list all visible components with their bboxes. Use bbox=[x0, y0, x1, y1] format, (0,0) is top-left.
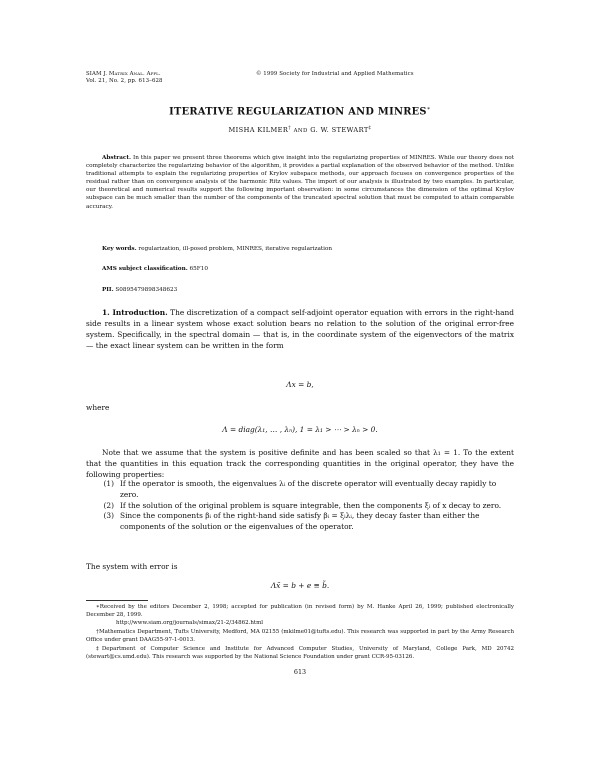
abstract bbox=[86, 154, 514, 211]
keywords-text: regularization, ill-posed problem, MINRES, iterative regularization bbox=[138, 246, 333, 252]
keywords-label: Key words. bbox=[102, 246, 137, 252]
list-item-number: (2) bbox=[103, 500, 114, 510]
properties-list bbox=[86, 479, 514, 533]
list-item-text: If the operator is smooth, the eigenvalues λᵢ of the discrete operator will eventually decay rapidly to zero. bbox=[120, 479, 497, 499]
ams-text: 65F10 bbox=[189, 266, 208, 272]
author-1: MISHA KILMER bbox=[228, 126, 289, 135]
keywords bbox=[86, 245, 514, 253]
author-line bbox=[0, 126, 600, 134]
list-item-number: (1) bbox=[103, 479, 114, 488]
list-item-text: If the solution of the original problem is square integrable, then the components ξᵢ of x decay to zero. bbox=[120, 500, 502, 510]
intro-paragraph-1 bbox=[86, 307, 514, 351]
author-2-mark: ‡ bbox=[368, 126, 372, 131]
journal-name: SIAM J. Matrix Anal. Appl. bbox=[86, 71, 161, 77]
list-item-number: (3) bbox=[103, 511, 114, 521]
list-item bbox=[86, 511, 514, 533]
ams-label: AMS subject classification. bbox=[102, 266, 188, 272]
abstract-text: In this paper we present three theorems which give insight into the regularizing properties of MINRES. While our theory does not completely characterize the regularizing behavior of the algorithm, it provides a partial explanation of the observed behavior of the method. Unlike traditional attempts to explain the regularizing properties of Krylov subspace methods, our approach focuses on convergence properties of the residual rather than on convergence analysis of the harmonic Ritz values. The import of our analysis is illustrated by two examples. In particular, our theoretical and numerical results support the following important observation: in some circumstances the dimension of the optimal Krylov subspace can be much smaller than the number of the components of the truncated spectral solution that must be computed to attain comparable accuracy. bbox=[86, 155, 514, 210]
footnote-url[interactable]: http://www.siam.org/journals/simax/21-2/34862.html bbox=[116, 620, 264, 627]
journal-volume: Vol. 21, No. 2, pp. 613–628 bbox=[86, 78, 163, 84]
page-number: 613 bbox=[293, 668, 307, 676]
author-2: G. W. STEWART bbox=[310, 126, 369, 135]
abstract-label: Abstract. bbox=[102, 155, 131, 161]
pii-label: PII. bbox=[102, 287, 114, 293]
list-item-text: Since the components βᵢ of the right-hand side satisfy βᵢ = ξᵢλᵢ, they decay faster than either the components of the solution or the eigenvalues of the operator. bbox=[120, 511, 480, 532]
paper-title-text: ITERATIVE REGULARIZATION AND MINRES bbox=[169, 106, 427, 118]
pii bbox=[86, 286, 514, 294]
journal-header bbox=[86, 71, 163, 85]
title-footnote-mark: ∗ bbox=[426, 106, 431, 112]
paper-title bbox=[0, 106, 600, 117]
author-and: AND bbox=[293, 128, 308, 135]
author-1-mark: † bbox=[288, 126, 292, 131]
equation-3: Λx̃ = b + e ≡ b̃. bbox=[270, 581, 330, 590]
section-heading: 1. Introduction. bbox=[102, 308, 168, 317]
footnote-received bbox=[86, 603, 514, 627]
copyright-notice: © 1999 Society for Industrial and Applied Mathematics bbox=[256, 71, 414, 77]
list-item bbox=[86, 479, 514, 501]
ams-classification bbox=[86, 265, 514, 273]
pii-text: S0895479898348623 bbox=[115, 287, 178, 293]
list-item bbox=[86, 501, 514, 512]
footnote-author-2: ‡Department of Computer Science and Institute for Advanced Computer Studies, University of Maryland, College Park, MD 20742 (stewart@cs.umd.edu). This research was supported by the National Science Foundation under grant CCR-95-03126. bbox=[86, 646, 514, 661]
intro-paragraph-1-text: The discretization of a compact self-adjoint operator equation with errors in the right-hand side results in a linear system whose exact solution bears no relation to the solution of the original error-free system. Specifically, in the spectral domain — that is, in the coordinate system of the eigenvectors of the matrix — the exact linear system can be written in the form bbox=[86, 308, 514, 350]
where-text: where bbox=[86, 403, 110, 412]
footnote-received-text: ∗Received by the editors December 2, 1998; accepted for publication (in revised form) by M. Hanke April 26, 1999; published electronically December 28, 1999. bbox=[86, 604, 514, 619]
equation-2: Λ = diag(λ₁, … , λₙ), 1 = λ₁ > ⋯ > λₙ > 0. bbox=[222, 425, 378, 434]
intro-paragraph-2: Note that we assume that the system is positive definite and has been scaled so that λ₁ = 1. To the extent that the quantities in this equation track the corresponding quantities in the original operator, they have the following properties: bbox=[86, 448, 514, 479]
equation-1: Λx = b, bbox=[286, 380, 314, 389]
footnote-author-1: †Mathematics Department, Tufts University, Medford, MA 02155 (mkilme01@tufts.edu). This research was supported in part by the Army Research Office under grant DAAG55-97-1-0013. bbox=[86, 629, 514, 644]
footnote-divider bbox=[86, 600, 148, 601]
intro-paragraph-3: The system with error is bbox=[86, 562, 178, 571]
